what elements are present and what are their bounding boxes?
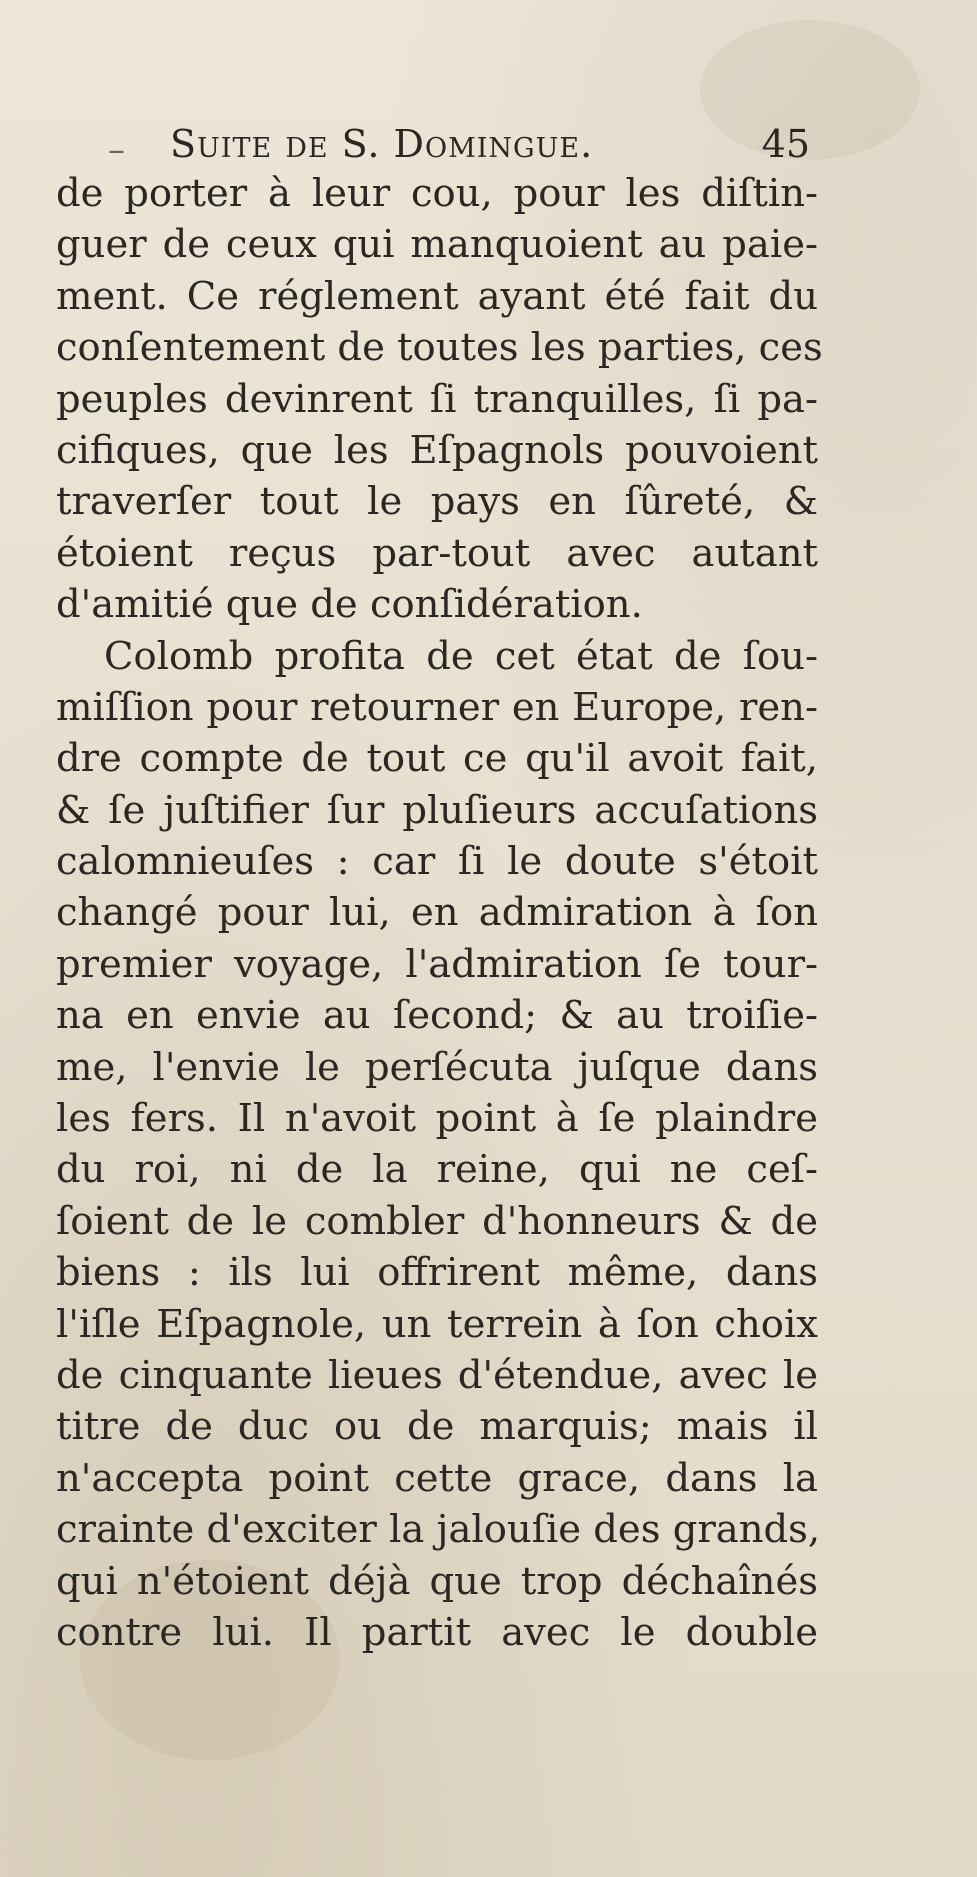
- running-header: [108, 118, 820, 170]
- text-line: traverſer tout le pays en ſûreté, &: [56, 479, 818, 525]
- text-line: crainte d'exciter la jalouſie des grands,: [56, 1507, 821, 1553]
- text-line: titre de duc ou de marquis; mais il: [56, 1404, 818, 1450]
- text-line: de cinquante lieues d'étendue, avec le: [56, 1352, 818, 1398]
- text-line: guer de ceux qui manquoient au paie-: [56, 222, 818, 268]
- text-line: & ſe juſtifier ſur pluſieurs accuſations: [56, 787, 818, 833]
- text-line: premier voyage, l'admiration ſe tour-: [56, 941, 818, 987]
- text-line: l'iſle Eſpagnole, un terrein à ſon choix: [56, 1301, 818, 1347]
- text-line: me, l'envie le perſécuta juſque dans: [56, 1044, 818, 1090]
- header-dash: –: [108, 130, 125, 170]
- text-line: cifiques, que les Eſpagnols pouvoient: [56, 427, 818, 473]
- text-line: biens : ils lui offrirent même, dans: [56, 1250, 818, 1296]
- text-line: na en envie au ſecond; & au troiſie-: [56, 993, 818, 1039]
- body-text: [56, 168, 823, 1658]
- text-line: changé pour lui, en admiration à ſon: [56, 890, 818, 936]
- text-line: ment. Ce réglement ayant été fait du: [56, 273, 818, 319]
- running-title: Suite de S. Domingue.: [170, 122, 594, 166]
- text-line: calomnieuſes : car ſi le doute s'étoit: [56, 839, 818, 885]
- page-number: 45: [761, 122, 810, 166]
- text-line: du roi, ni de la reine, qui ne ceſ-: [56, 1147, 818, 1193]
- text-line: qui n'étoient déjà que trop déchaînés: [56, 1558, 818, 1604]
- paragraph-start-line: Colomb profita de cet état de ſou-: [104, 633, 818, 679]
- text-line: d'amitié que de conſidération.: [56, 582, 643, 628]
- text-line: les fers. Il n'avoit point à ſe plaindre: [56, 1096, 818, 1142]
- text-line: étoient reçus par-tout avec autant: [56, 530, 818, 576]
- text-line: contre lui. Il partit avec le double: [56, 1609, 818, 1655]
- text-line: peuples devinrent ſi tranquilles, ſi pa-: [56, 376, 818, 422]
- text-line: dre compte de tout ce qu'il avoit fait,: [56, 736, 818, 782]
- text-line: ſoient de le combler d'honneurs & de: [56, 1198, 818, 1244]
- text-line: de porter à leur cou, pour les diſtin-: [56, 171, 818, 216]
- text-line: miſſion pour retourner en Europe, ren-: [56, 684, 818, 730]
- text-line: conſentement de toutes les parties, ces: [56, 325, 823, 371]
- text-line: n'accepta point cette grace, dans la: [56, 1455, 818, 1501]
